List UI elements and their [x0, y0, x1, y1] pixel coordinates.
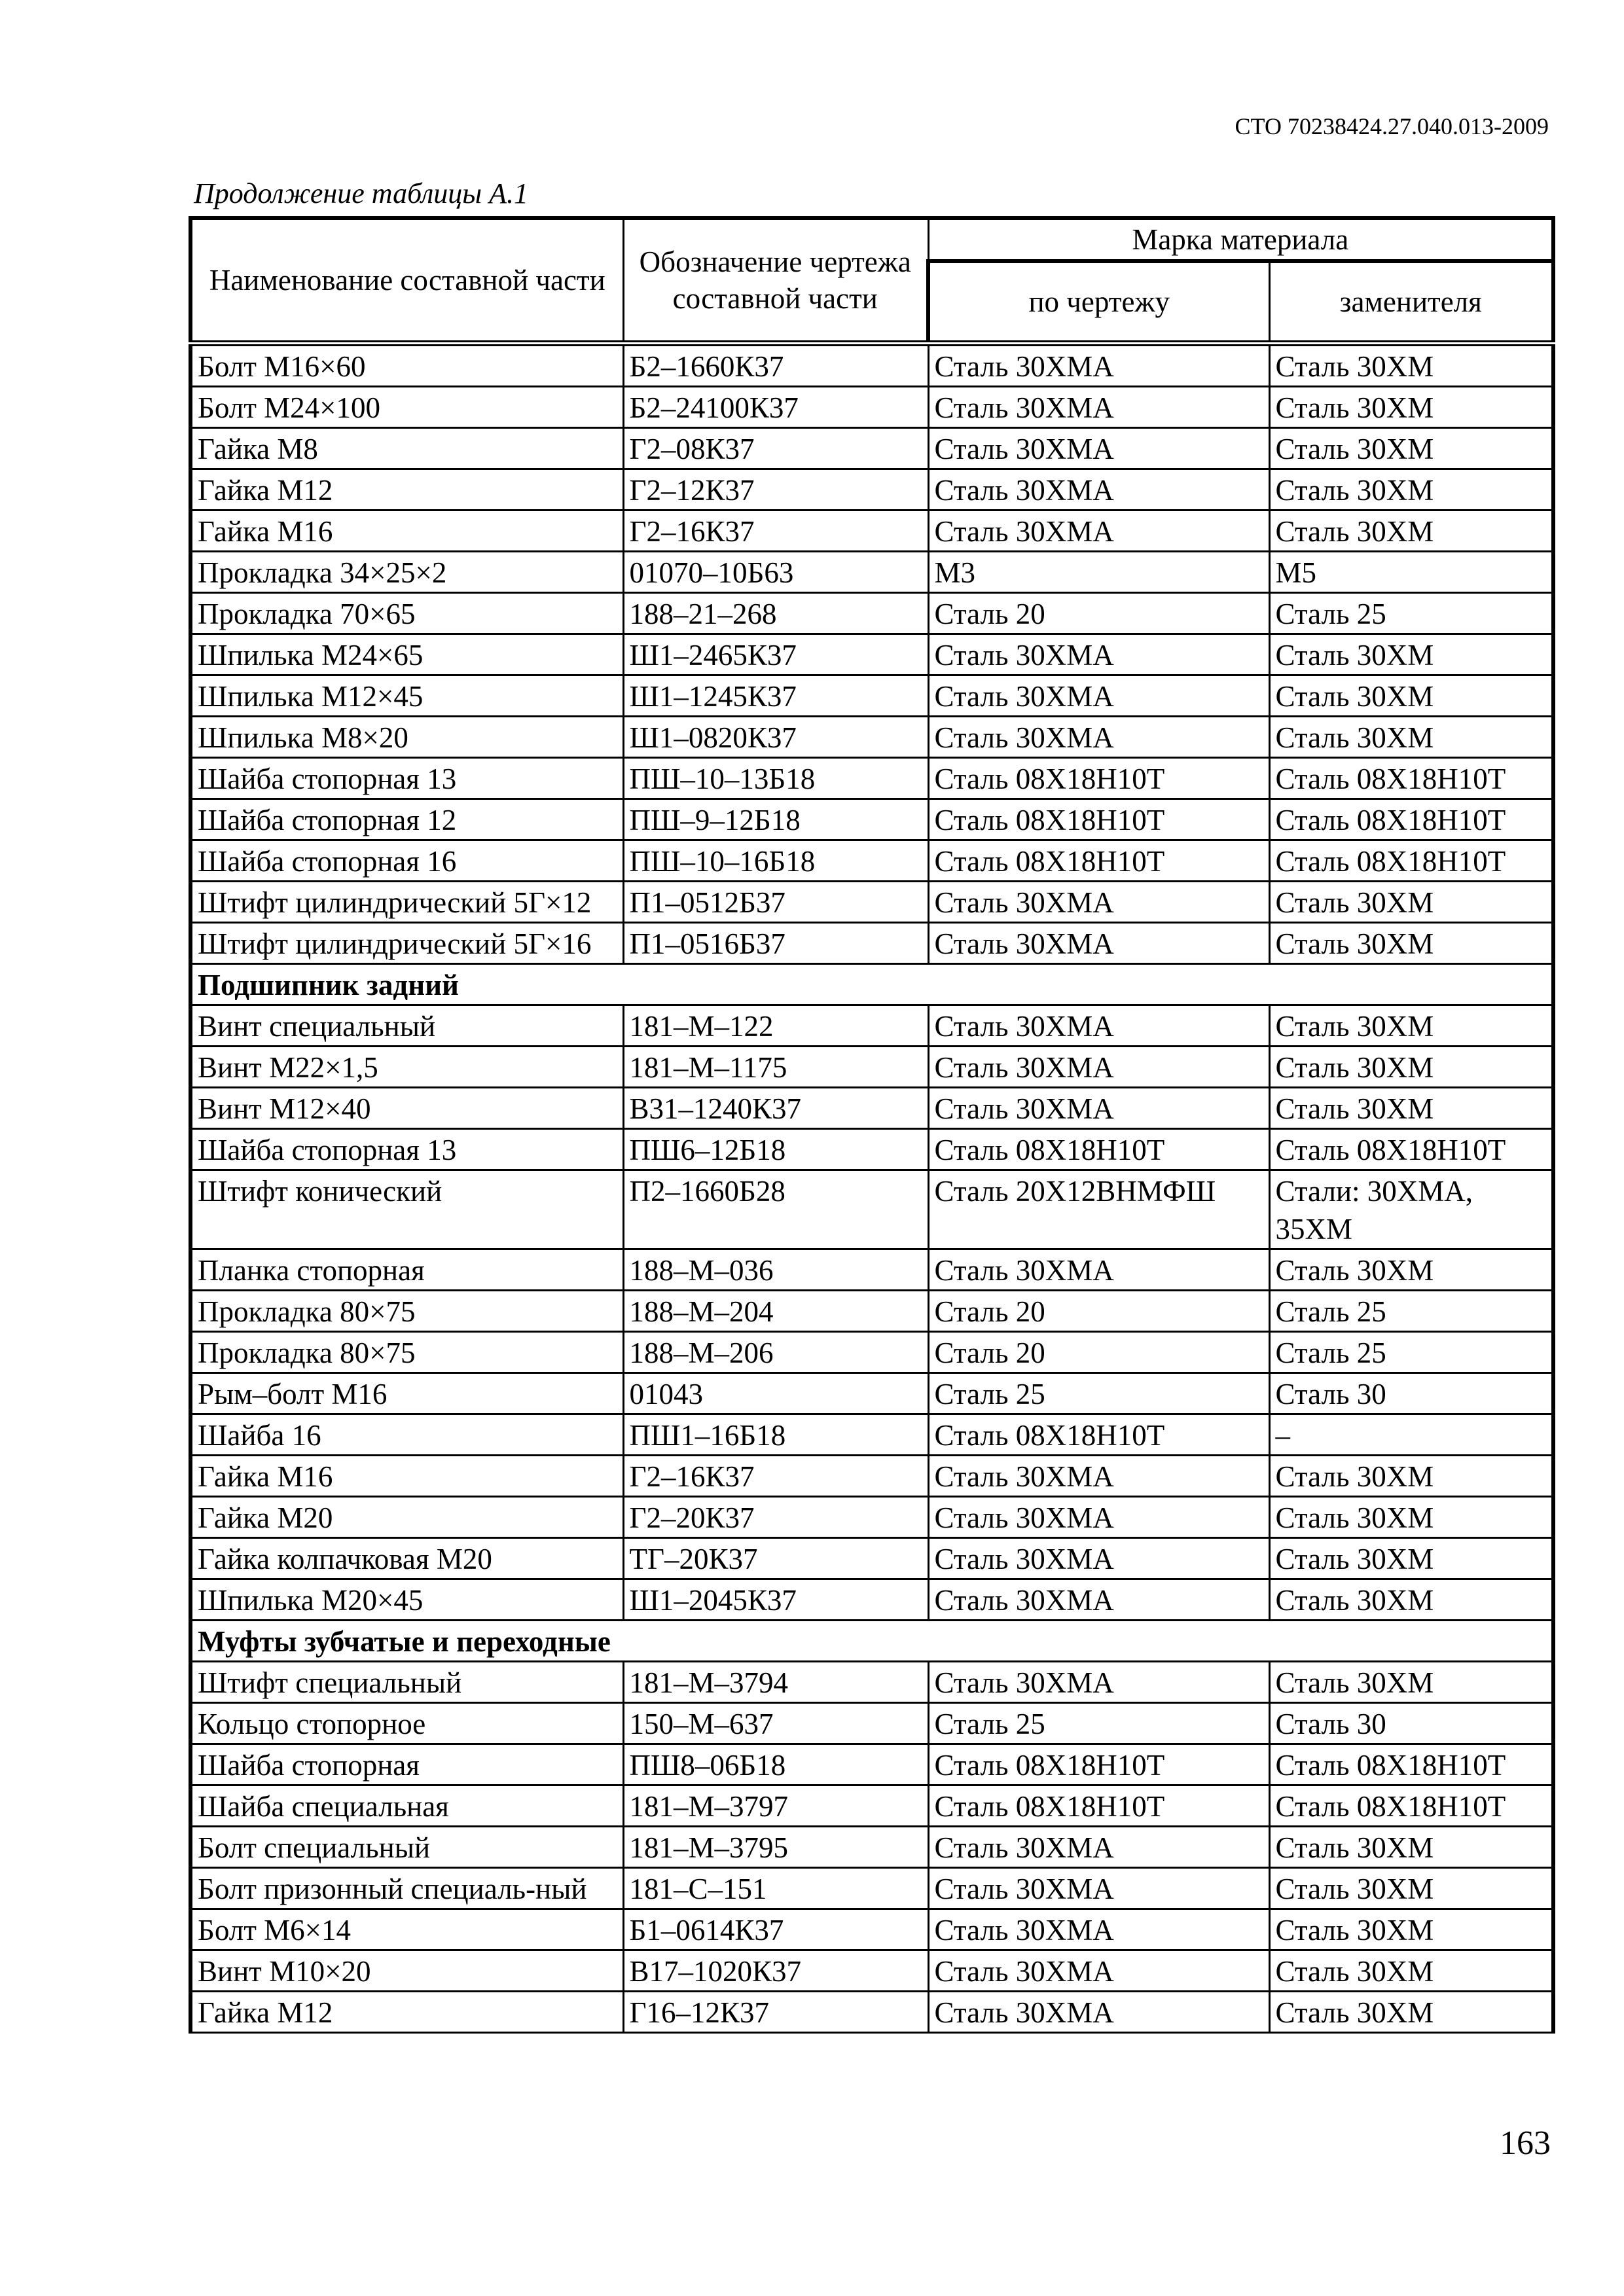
cell-drawing: Г2–16К37 — [623, 1456, 928, 1497]
cell-drawing: 181–С–151 — [623, 1868, 928, 1909]
cell-substitute: Сталь 30ХМ — [1269, 882, 1553, 923]
cell-material: Сталь 30ХМА — [928, 1005, 1269, 1047]
section-title: Подшипник задний — [190, 964, 1553, 1005]
cell-material: Сталь 20 — [928, 1332, 1269, 1373]
cell-name: Гайка М16 — [190, 511, 623, 552]
cell-drawing: Ш1–2465К37 — [623, 634, 928, 675]
table-row — [190, 634, 1553, 675]
cell-substitute: Сталь 25 — [1269, 1332, 1553, 1373]
cell-material: Сталь 08Х18Н10Т — [928, 1129, 1269, 1170]
cell-drawing: ТГ–20К37 — [623, 1538, 928, 1579]
cell-substitute: – — [1269, 1414, 1553, 1456]
cell-material: Сталь 25 — [928, 1373, 1269, 1414]
cell-material: Сталь 20 — [928, 1291, 1269, 1332]
document-code: СТО 70238424.27.040.013-2009 — [1235, 113, 1549, 139]
table-row — [190, 1992, 1553, 2033]
table-row — [190, 758, 1553, 799]
cell-name: Болт М24×100 — [190, 387, 623, 428]
header-by-drawing: по чертежу — [928, 261, 1269, 344]
cell-substitute: Сталь 30ХМ — [1269, 344, 1553, 387]
cell-drawing: ПШ–10–13Б18 — [623, 758, 928, 799]
table-row — [190, 387, 1553, 428]
table-row — [190, 717, 1553, 758]
cell-substitute: Сталь 08Х18Н10Т — [1269, 1785, 1553, 1827]
table-row — [190, 1868, 1553, 1909]
table-caption: Продолжение таблицы А.1 — [194, 177, 528, 209]
table-row — [190, 1950, 1553, 1992]
cell-substitute: Сталь 08Х18Н10Т — [1269, 799, 1553, 840]
cell-drawing: Ш1–2045К37 — [623, 1579, 928, 1621]
cell-material: Сталь 20 — [928, 593, 1269, 634]
cell-name: Штифт цилиндрический 5Г×16 — [190, 923, 623, 964]
cell-substitute: Сталь 08Х18Н10Т — [1269, 1744, 1553, 1785]
cell-substitute: Сталь 30ХМ — [1269, 1005, 1553, 1047]
table-row — [190, 1662, 1553, 1703]
header-name: Наименование составной части — [190, 218, 623, 344]
cell-name: Гайка М20 — [190, 1497, 623, 1538]
table-row — [190, 1456, 1553, 1497]
cell-substitute: Сталь 30ХМ — [1269, 511, 1553, 552]
table-row — [190, 1538, 1553, 1579]
cell-substitute: Сталь 25 — [1269, 1291, 1553, 1332]
cell-drawing: 150–М–637 — [623, 1703, 928, 1744]
cell-material: Сталь 08Х18Н10Т — [928, 758, 1269, 799]
cell-drawing: 181–М–3794 — [623, 1662, 928, 1703]
cell-substitute: Сталь 30ХМ — [1269, 469, 1553, 511]
cell-drawing: ПШ6–12Б18 — [623, 1129, 928, 1170]
cell-substitute: Сталь 30ХМ — [1269, 387, 1553, 428]
cell-drawing: Б2–1660К37 — [623, 344, 928, 387]
table-row — [190, 1744, 1553, 1785]
cell-drawing: П1–0516Б37 — [623, 923, 928, 964]
cell-material: М3 — [928, 552, 1269, 593]
cell-drawing: 188–М–036 — [623, 1249, 928, 1291]
cell-name: Шайба стопорная 13 — [190, 1129, 623, 1170]
table-row — [190, 1827, 1553, 1868]
table-row — [190, 1291, 1553, 1332]
cell-material: Сталь 30ХМА — [928, 1047, 1269, 1088]
table-row — [190, 1005, 1553, 1047]
cell-drawing: 188–21–268 — [623, 593, 928, 634]
cell-material: Сталь 30ХМА — [928, 1827, 1269, 1868]
cell-material: Сталь 30ХМА — [928, 387, 1269, 428]
cell-material: Сталь 30ХМА — [928, 923, 1269, 964]
cell-material: Сталь 30ХМА — [928, 882, 1269, 923]
cell-substitute: Сталь 30ХМ — [1269, 1456, 1553, 1497]
cell-name: Гайка М8 — [190, 428, 623, 469]
section-row — [190, 1621, 1553, 1662]
table-row — [190, 593, 1553, 634]
cell-drawing: 01043 — [623, 1373, 928, 1414]
cell-material: Сталь 08Х18Н10Т — [928, 799, 1269, 840]
cell-drawing: ПШ–9–12Б18 — [623, 799, 928, 840]
cell-drawing: Г2–12К37 — [623, 469, 928, 511]
cell-substitute: Сталь 25 — [1269, 593, 1553, 634]
cell-drawing: ПШ–10–16Б18 — [623, 840, 928, 882]
table-row — [190, 1088, 1553, 1129]
table-row — [190, 511, 1553, 552]
cell-material: Сталь 30ХМА — [928, 1456, 1269, 1497]
table-row — [190, 1579, 1553, 1621]
cell-drawing: 181–М–3795 — [623, 1827, 928, 1868]
cell-substitute: Сталь 30 — [1269, 1373, 1553, 1414]
cell-name: Винт специальный — [190, 1005, 623, 1047]
cell-substitute: М5 — [1269, 552, 1553, 593]
cell-material: Сталь 30ХМА — [928, 675, 1269, 717]
cell-drawing: 188–М–206 — [623, 1332, 928, 1373]
cell-substitute: Сталь 30ХМ — [1269, 1992, 1553, 2033]
cell-name: Шпилька М20×45 — [190, 1579, 623, 1621]
cell-substitute: Сталь 30ХМ — [1269, 428, 1553, 469]
table-row — [190, 882, 1553, 923]
cell-material: Сталь 30ХМА — [928, 1909, 1269, 1950]
cell-drawing: Г16–12К37 — [623, 1992, 928, 2033]
cell-drawing: 181–М–122 — [623, 1005, 928, 1047]
cell-material: Сталь 30ХМА — [928, 1249, 1269, 1291]
table-row — [190, 1373, 1553, 1414]
cell-name: Гайка М16 — [190, 1456, 623, 1497]
cell-name: Прокладка 80×75 — [190, 1332, 623, 1373]
table-row — [190, 840, 1553, 882]
cell-material: Сталь 30ХМА — [928, 344, 1269, 387]
table-row — [190, 923, 1553, 964]
cell-name: Винт М12×40 — [190, 1088, 623, 1129]
cell-name: Шайба стопорная — [190, 1744, 623, 1785]
cell-drawing: ПШ1–16Б18 — [623, 1414, 928, 1456]
cell-drawing: 181–М–3797 — [623, 1785, 928, 1827]
table-row — [190, 1909, 1553, 1950]
cell-drawing: ПШ8–06Б18 — [623, 1744, 928, 1785]
cell-drawing: Г2–20К37 — [623, 1497, 928, 1538]
cell-substitute: Сталь 30ХМ — [1269, 1909, 1553, 1950]
cell-substitute: Сталь 30ХМ — [1269, 717, 1553, 758]
header-drawing: Обозначение чертежа составной части — [623, 218, 928, 344]
cell-name: Шпилька М24×65 — [190, 634, 623, 675]
cell-drawing: П1–0512Б37 — [623, 882, 928, 923]
cell-name: Шайба 16 — [190, 1414, 623, 1456]
table-row — [190, 552, 1553, 593]
page-number: 163 — [1500, 2125, 1551, 2162]
cell-substitute: Сталь 08Х18Н10Т — [1269, 840, 1553, 882]
cell-name: Планка стопорная — [190, 1249, 623, 1291]
cell-substitute: Сталь 30 — [1269, 1703, 1553, 1744]
cell-substitute: Сталь 30ХМ — [1269, 1538, 1553, 1579]
cell-substitute: Сталь 30ХМ — [1269, 1249, 1553, 1291]
cell-name: Шайба стопорная 13 — [190, 758, 623, 799]
cell-substitute: Сталь 30ХМ — [1269, 1950, 1553, 1992]
cell-drawing: 188–М–204 — [623, 1291, 928, 1332]
cell-material: Сталь 30ХМА — [928, 717, 1269, 758]
cell-name: Шпилька М8×20 — [190, 717, 623, 758]
section-row — [190, 964, 1553, 1005]
cell-drawing: Б2–24100К37 — [623, 387, 928, 428]
cell-substitute: Сталь 08Х18Н10Т — [1269, 1129, 1553, 1170]
cell-drawing: Г2–08К37 — [623, 428, 928, 469]
cell-material: Сталь 25 — [928, 1703, 1269, 1744]
cell-material: Сталь 30ХМА — [928, 1497, 1269, 1538]
cell-name: Винт М22×1,5 — [190, 1047, 623, 1088]
cell-name: Болт М16×60 — [190, 344, 623, 387]
cell-name: Рым–болт М16 — [190, 1373, 623, 1414]
cell-material: Сталь 08Х18Н10Т — [928, 1414, 1269, 1456]
table-row — [190, 1047, 1553, 1088]
cell-name: Болт М6×14 — [190, 1909, 623, 1950]
cell-drawing: Б1–0614К37 — [623, 1909, 928, 1950]
cell-material: Сталь 30ХМА — [928, 1992, 1269, 2033]
cell-name: Болт призонный специаль-ный — [190, 1868, 623, 1909]
cell-drawing: В17–1020К37 — [623, 1950, 928, 1992]
table-row — [190, 1414, 1553, 1456]
cell-substitute: Сталь 08Х18Н10Т — [1269, 758, 1553, 799]
cell-material: Сталь 30ХМА — [928, 1538, 1269, 1579]
table-row — [190, 1170, 1553, 1249]
section-title: Муфты зубчатые и переходные — [190, 1621, 1553, 1662]
cell-substitute: Сталь 30ХМ — [1269, 1047, 1553, 1088]
cell-substitute: Сталь 30ХМ — [1269, 675, 1553, 717]
header-substitute: заменителя — [1269, 261, 1553, 344]
cell-name: Прокладка 70×65 — [190, 593, 623, 634]
table-row — [190, 1497, 1553, 1538]
cell-name: Болт специальный — [190, 1827, 623, 1868]
cell-drawing: 01070–10Б63 — [623, 552, 928, 593]
cell-material: Сталь 30ХМА — [928, 1950, 1269, 1992]
cell-name: Кольцо стопорное — [190, 1703, 623, 1744]
cell-name: Штифт цилиндрический 5Г×12 — [190, 882, 623, 923]
table-row — [190, 1129, 1553, 1170]
cell-drawing: 181–М–1175 — [623, 1047, 928, 1088]
cell-drawing: П2–1660Б28 — [623, 1170, 928, 1249]
cell-substitute: Сталь 30ХМ — [1269, 1868, 1553, 1909]
cell-material: Сталь 30ХМА — [928, 511, 1269, 552]
cell-material: Сталь 20Х12ВНМФШ — [928, 1170, 1269, 1249]
cell-substitute: Сталь 30ХМ — [1269, 1088, 1553, 1129]
cell-drawing: В31–1240К37 — [623, 1088, 928, 1129]
cell-material: Сталь 30ХМА — [928, 1579, 1269, 1621]
cell-name: Гайка М12 — [190, 1992, 623, 2033]
cell-material: Сталь 30ХМА — [928, 1088, 1269, 1129]
cell-name: Шайба специальная — [190, 1785, 623, 1827]
cell-substitute: Сталь 30ХМ — [1269, 1662, 1553, 1703]
cell-name: Прокладка 34×25×2 — [190, 552, 623, 593]
cell-drawing: Г2–16К37 — [623, 511, 928, 552]
table-row — [190, 675, 1553, 717]
table-row — [190, 344, 1553, 387]
table-row — [190, 1332, 1553, 1373]
cell-name: Прокладка 80×75 — [190, 1291, 623, 1332]
table-body — [190, 344, 1553, 2033]
table-row — [190, 1785, 1553, 1827]
cell-name: Штифт конический — [190, 1170, 623, 1249]
cell-substitute: Сталь 30ХМ — [1269, 1497, 1553, 1538]
cell-name: Шайба стопорная 12 — [190, 799, 623, 840]
table-row — [190, 799, 1553, 840]
cell-drawing: Ш1–0820К37 — [623, 717, 928, 758]
materials-table — [189, 216, 1555, 2034]
table-header — [190, 218, 1553, 344]
table-row — [190, 1249, 1553, 1291]
cell-material: Сталь 30ХМА — [928, 428, 1269, 469]
header-material: Марка материала — [928, 218, 1553, 261]
cell-material: Сталь 08Х18Н10Т — [928, 840, 1269, 882]
cell-name: Винт М10×20 — [190, 1950, 623, 1992]
cell-material: Сталь 30ХМА — [928, 1868, 1269, 1909]
table-row — [190, 428, 1553, 469]
cell-name: Шпилька М12×45 — [190, 675, 623, 717]
table-row — [190, 469, 1553, 511]
table-row — [190, 1703, 1553, 1744]
cell-substitute: Сталь 30ХМ — [1269, 634, 1553, 675]
cell-drawing: Ш1–1245К37 — [623, 675, 928, 717]
cell-substitute: Сталь 30ХМ — [1269, 1579, 1553, 1621]
cell-material: Сталь 30ХМА — [928, 469, 1269, 511]
cell-material: Сталь 30ХМА — [928, 634, 1269, 675]
cell-material: Сталь 30ХМА — [928, 1662, 1269, 1703]
cell-substitute: Сталь 30ХМ — [1269, 923, 1553, 964]
cell-name: Шайба стопорная 16 — [190, 840, 623, 882]
cell-name: Гайка М12 — [190, 469, 623, 511]
cell-substitute: Сталь 30ХМ — [1269, 1827, 1553, 1868]
cell-substitute: Стали: 30ХМА, 35ХМ — [1269, 1170, 1553, 1249]
cell-name: Гайка колпачковая М20 — [190, 1538, 623, 1579]
cell-material: Сталь 08Х18Н10Т — [928, 1744, 1269, 1785]
cell-name: Штифт специальный — [190, 1662, 623, 1703]
cell-material: Сталь 08Х18Н10Т — [928, 1785, 1269, 1827]
